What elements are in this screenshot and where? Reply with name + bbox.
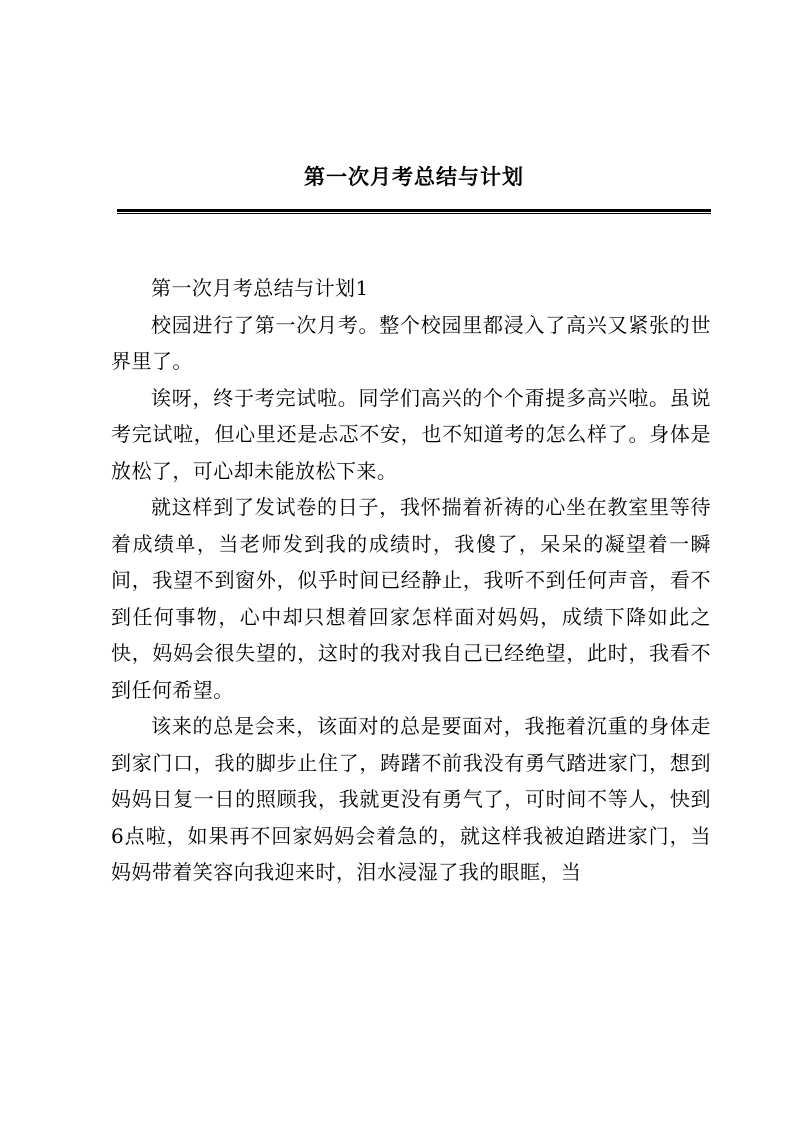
paragraph-heading: 第一次月考总结与计划1 — [151, 276, 369, 300]
document-body — [111, 270, 711, 891]
paragraph: 该来的总是会来，该面对的总是要面对，我拖着沉重的身体走到家门口，我的脚步止住了，踌躇不前我没有勇气踏进家门，想到妈妈日复一日的照顾我，我就更没有勇气了，可时间不等人，快到6点啦，如果再不回家妈妈会着急的，就这样我被迫踏进家门，当妈妈带着笑容向我迎来时，泪水浸湿了我的眼眶，当 — [111, 714, 711, 884]
document-title: 第一次月考总结与计划 — [304, 164, 524, 189]
paragraph: 诶呀，终于考完试啦。同学们高兴的个个甭提多高兴啦。虽说考完试啦，但心里还是忐忑不安，也不知道考的怎么样了。身体是放松了，可心却未能放松下来。 — [111, 385, 711, 483]
title-underline — [117, 209, 711, 214]
paragraph: 就这样到了发试卷的日子，我怀揣着祈祷的心坐在教室里等待着成绩单，当老师发到我的成绩时，我傻了，呆呆的凝望着一瞬间，我望不到窗外，似乎时间已经静止，我听不到任何声音，看不到任何事物，心中却只想着回家怎样面对妈妈，成绩下降如此之快，妈妈会很失望的，这时的我对我自己已经绝望，此时，我看不到任何希望。 — [111, 495, 711, 702]
paragraph: 校园进行了第一次月考。整个校园里都浸入了高兴又紧张的世界里了。 — [111, 312, 711, 373]
